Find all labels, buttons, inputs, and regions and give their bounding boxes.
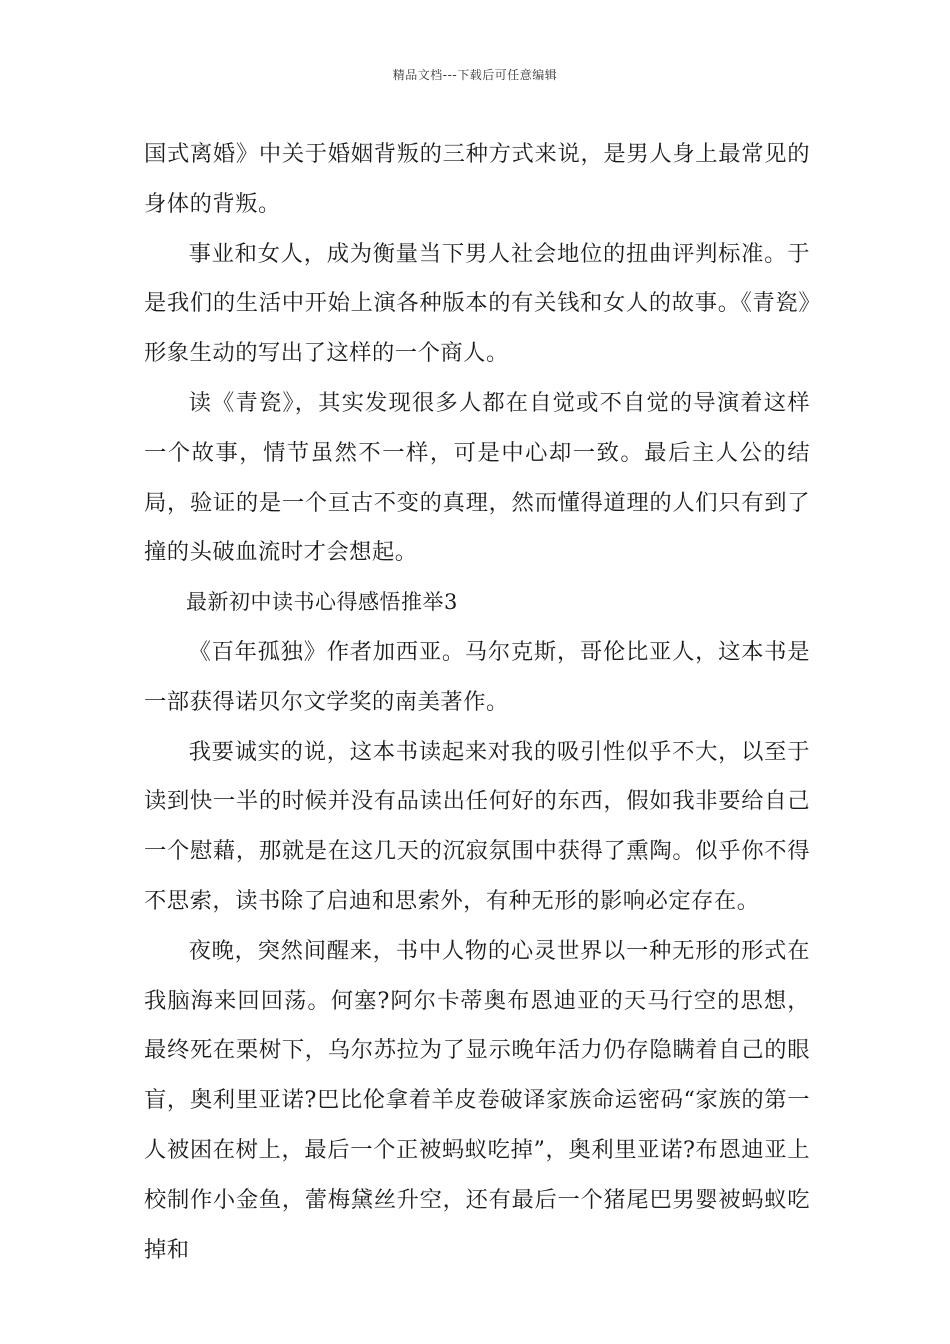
document-body xyxy=(144,130,810,1275)
page-header: 精品文档---下载后可任意编辑 xyxy=(392,68,558,82)
paragraph-5: 我要诚实的说，这本书读起来对我的吸引性似乎不大，以至于读到快一半的时候并没有品读出任何好的东西，假如我非要给自己一个慰藉，那就是在这几天的沉寂氛围中获得了熏陶。似乎你不得不思索，读书除了启迪和思索外，有种无形的影响必定存在。 xyxy=(144,738,810,914)
paragraph-1: 国式离婚》中关于婚姻背叛的三种方式来说，是男人身上最常见的身体的背叛。 xyxy=(144,141,810,217)
section-heading: 最新初中读书心得感悟推举3 xyxy=(186,590,458,615)
paragraph-3: 读《青瓷》，其实发现很多人都在自觉或不自觉的导演着这样一个故事，情节虽然不一样，可是中心却一致。最后主人公的结局，验证的是一个亘古不变的真理，然而懂得道理的人们只有到了撞的头破血流时才会想起。 xyxy=(144,389,810,566)
paragraph-6: 夜晚，突然间醒来，书中人物的心灵世界以一种无形的形式在我脑海来回回荡。何塞?阿尔卡蒂奥布恩迪亚的天马行空的思想，最终死在栗树下，乌尔苏拉为了显示晚年活力仍存隐瞒着自己的眼盲，奥利里亚诺?巴比伦拿着羊皮卷破译家族命运密码“家族的第一人被困在树上，最后一个正被蚂蚁吃掉”，奥利里亚诺?布恩迪亚上校制作小金鱼，蕾梅黛丝升空，还有最后一个猪尾巴男婴被蚂蚁吃掉和 xyxy=(144,937,810,1263)
paragraph-4: 《百年孤独》作者加西亚。马尔克斯，哥伦比亚人，这本书是一部获得诺贝尔文学奖的南美著作。 xyxy=(144,638,810,715)
paragraph-2: 事业和女人，成为衡量当下男人社会地位的扭曲评判标准。于是我们的生活中开始上演各种版本的有关钱和女人的故事。《青瓷》形象生动的写出了这样的一个商人。 xyxy=(144,240,810,367)
